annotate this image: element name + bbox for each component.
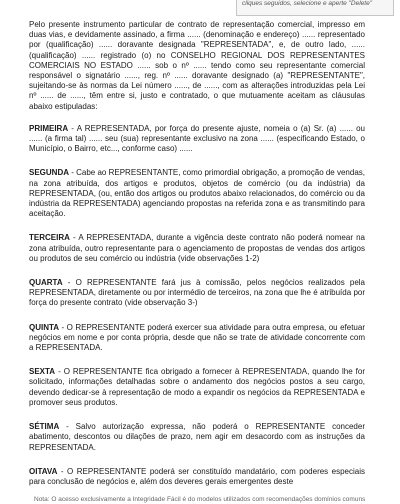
clause-text: - O REPRESENTANTE poderá exercer sua atividade para outra empresa, ou efetuar negócios em nome e por conta própria, desde que não se trate de atividade concorrente com a REPRESENTADA. (29, 322, 365, 353)
instruction-hint-text: cliques seguidos, selecione e aperte "Delete" (242, 0, 372, 7)
clause-text: - O REPRESENTANTE poderá ser constituído mandatário, com poderes especiais para conclusão de negócios e, além dos deveres gerais emergentes deste (29, 466, 365, 486)
clause-heading: QUARTA (29, 278, 63, 288)
clause-text: - O REPRESENTANTE fica obrigado a fornecer à REPRESENTADA, quando lhe for solicitado, informações detalhadas sobre o andamento dos negócios postos a seu cargo, devendo dedicar-se à representação de modo a expandir os negócios da REPRESENTADA e promover seus produtos. (29, 367, 365, 407)
clause-heading: SEGUNDA (29, 168, 70, 178)
clause-text: - A REPRESENTADA, durante a vigência deste contrato não poderá nomear na zona atribuída, outro representante para o agenciamento de propostas de vendas dos artigos ou produtos de seu comércio ou indústria (vide observações 1-2) (29, 233, 365, 263)
clause-terceira (29, 233, 365, 264)
clause-heading: OITAVA (29, 466, 58, 476)
clause-setima (29, 422, 365, 453)
instruction-hint (236, 0, 394, 16)
clause-text: - Cabe ao REPRESENTANTE, como primordial obrigação, a promoção de vendas, na zona atribuída, dos artigos e produtos, objetos de comércio (ou da indústria) da REPRESENTADA, (ou, então dos artigos ou produtos abaixo relacionados, do comércio ou da indústria da REPRESENTADA) agenciando propostas na referida zona e as transmitindo para aceitação. (29, 168, 365, 219)
clause-sexta (29, 367, 365, 408)
clause-quinta (29, 323, 365, 354)
contract-document (29, 20, 365, 501)
clause-heading: SÉTIMA (29, 422, 60, 432)
clause-heading: QUINTA (29, 322, 60, 332)
clause-text: - Salvo autorização expressa, não poderá o REPRESENTANTE conceder abatimento, descontos ou dilações de prazo, nem agir em desacordo com as instruções da REPRESENTADA. (29, 422, 365, 452)
clause-text: - A REPRESENTADA, por força do presente ajuste, nomeia o (a) Sr. (a) ...... ou ...... (a firma tal) ...... seu (sua) representante exclusivo na zona ...... (especificando Estado, o Município, o Bairro, etc..., conforme caso) ...... (29, 123, 365, 154)
clause-text: - O REPRESENTANTE fará jus à comissão, pelos negócios realizados pela REPRESENTADA, diretamente ou por intermédio de terceiros, na zona que lhe é atribuída por força do presente contrato (vide observação 3-) (29, 278, 365, 308)
footer-note-text: Nota: O acesso exclusivamente a Integridade Fácil é do modelos utilizados com recomendações domínios comuns (34, 496, 366, 503)
intro-paragraph: Pelo presente instrumento particular de contrato de representação comercial, impresso em duas vias, e devidamente assinado, a firma ...... (denominação e endereço) ...... representado por (qualificação) ...... doravante designada "REPRESENTADA", e, de outro lado, ...... (qualificação) ...... registrado (o) no CONSELHO REGIONAL DOS REPRESENTANTES COMERCIAIS NO ESTADO ...... sob o nº ...... tendo como seu representante comercial responsável o signatário ......, reg. nº ...... doravante designado (a) "REPRESENTANTE", sujeitando-se às normas da Lei número ......, de ......, com as alterações introduzidas pela Lei nº ...... de ......, têm entre si, justo e contratado, o que mutuamente aceitam as cláusulas abaixo estipuladas: (29, 20, 365, 111)
clause-primeira (29, 124, 365, 155)
clause-heading: SEXTA (29, 367, 56, 377)
clause-quarta (29, 278, 365, 309)
clause-oitava (29, 467, 365, 487)
clause-heading: TERCEIRA (29, 233, 70, 243)
clause-segunda (29, 168, 365, 219)
clause-heading: PRIMEIRA (29, 123, 69, 133)
